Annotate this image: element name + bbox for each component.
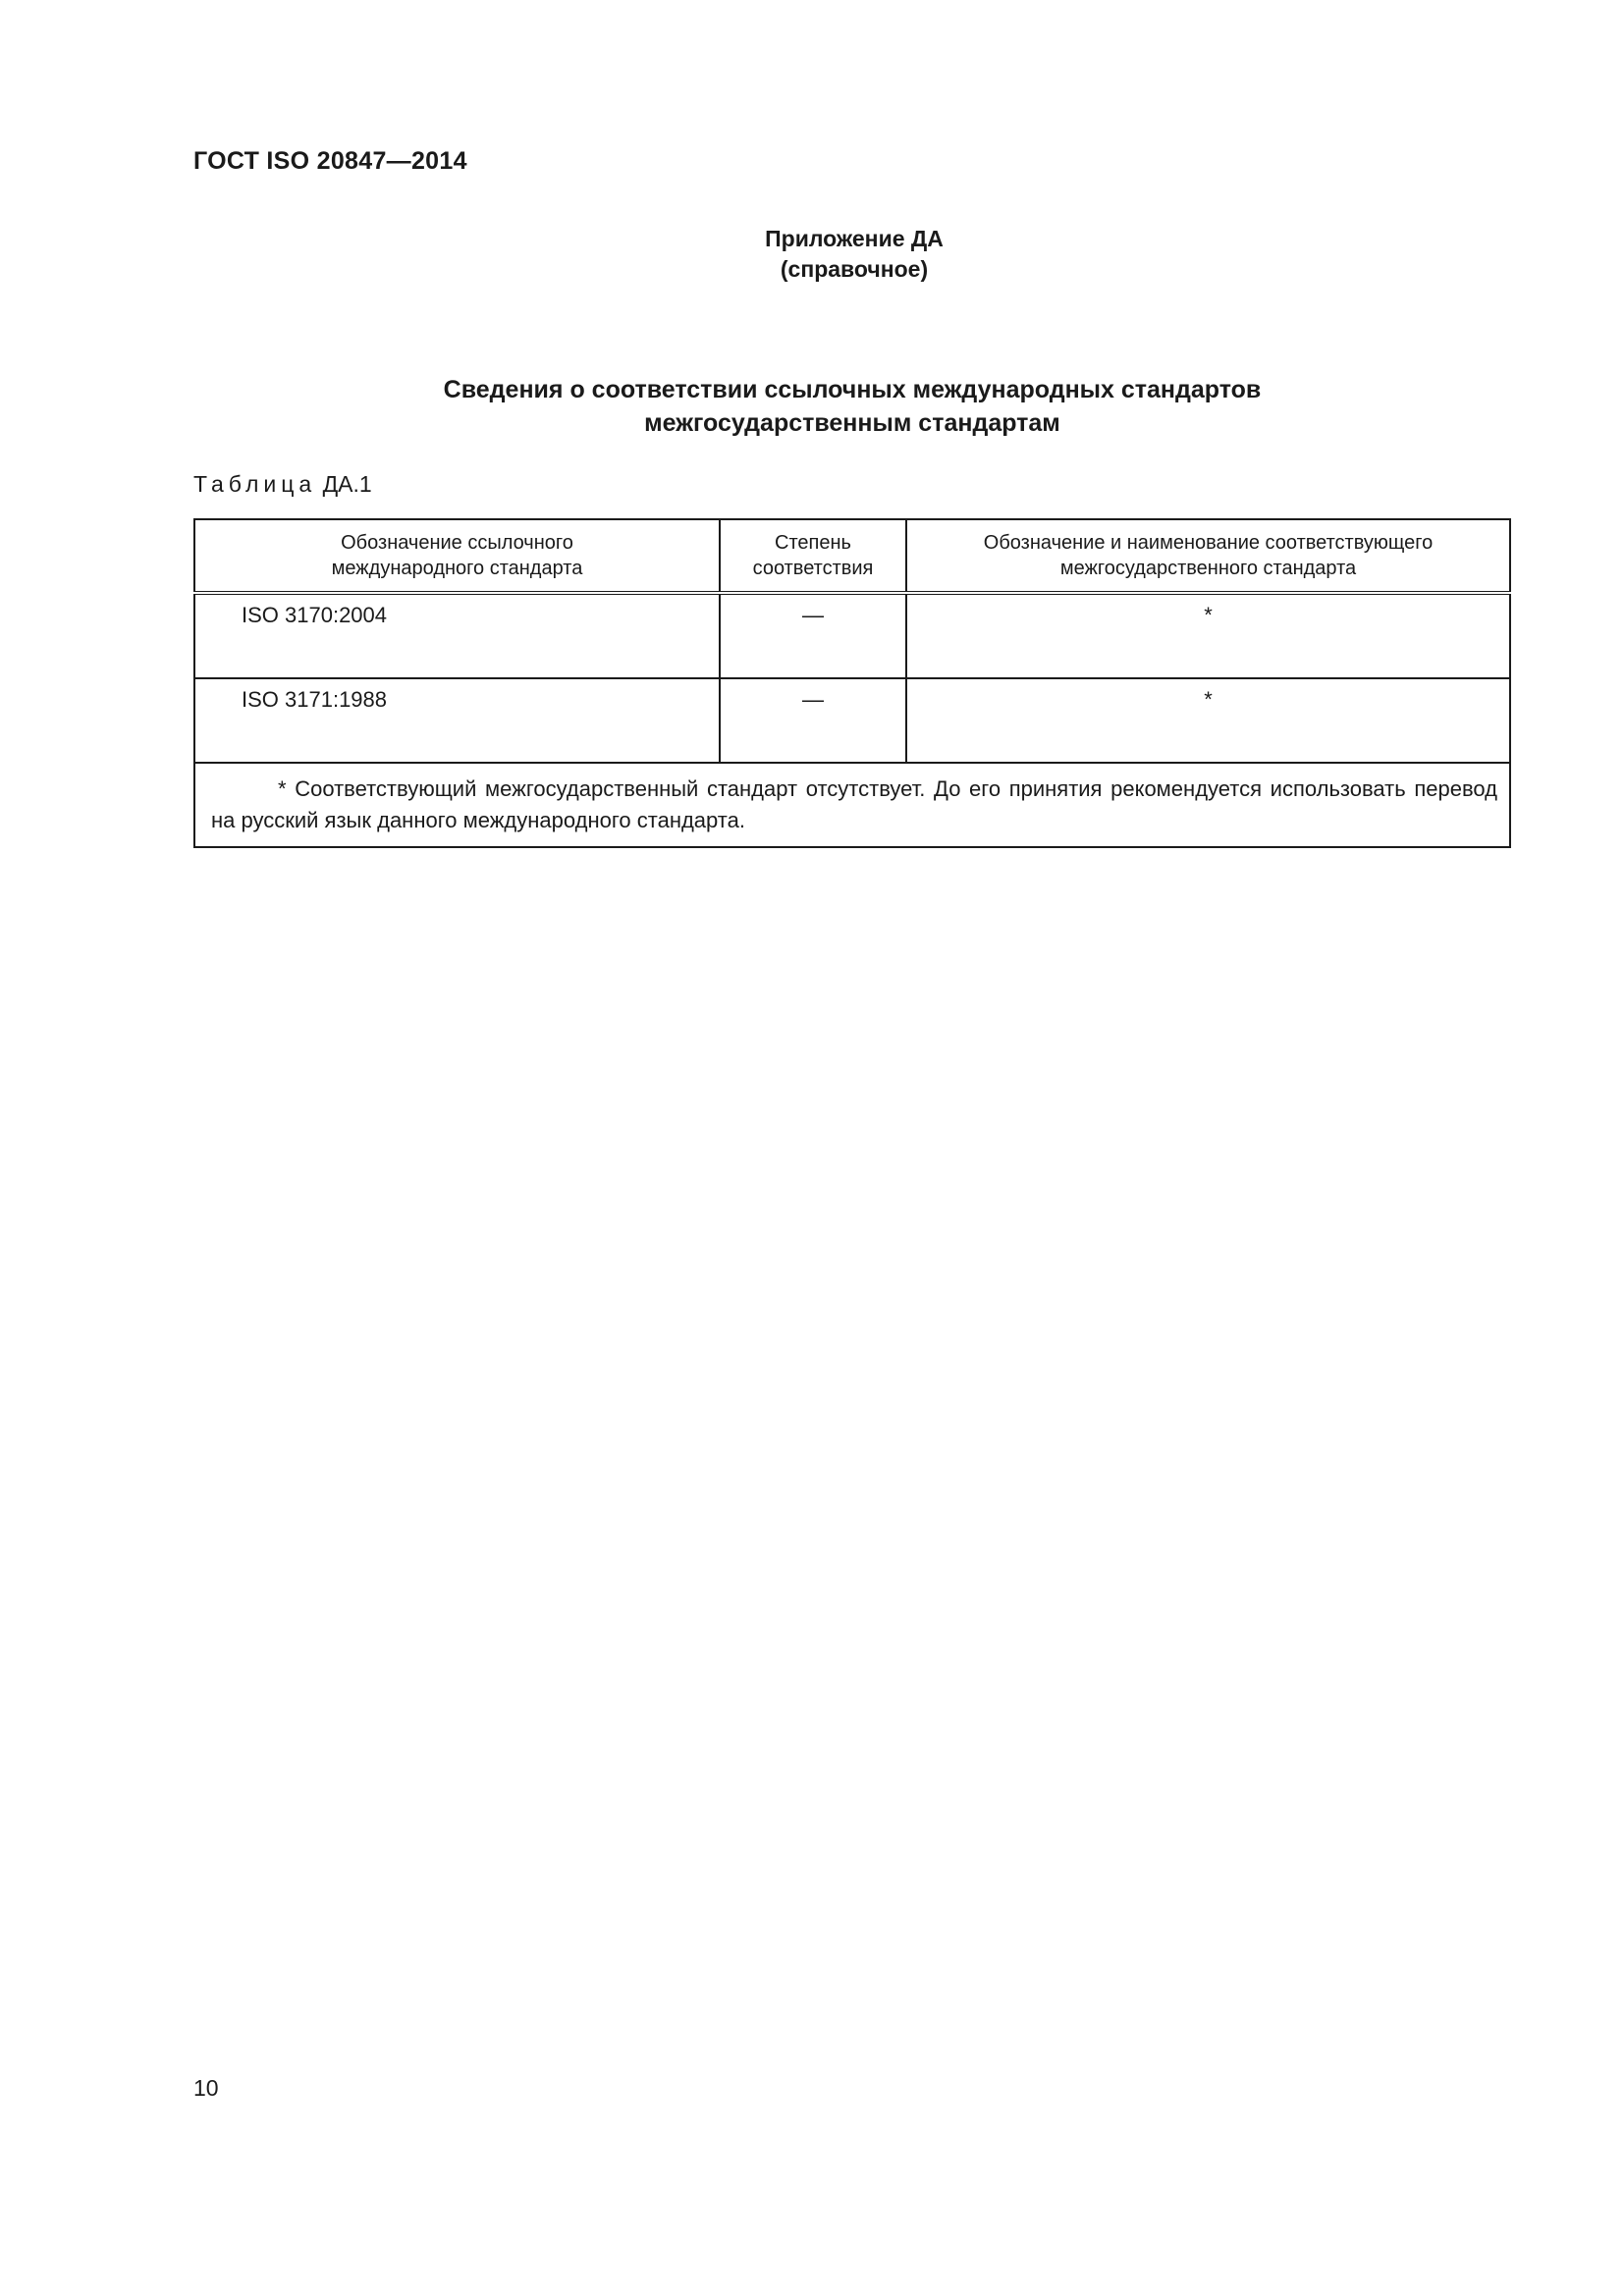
table-footnote-text: * Соответствующий межгосударственный стандарт отсутствует. До его принятия рекомендуется использовать перевод на русский язык данного международного стандарта.	[211, 776, 1497, 832]
column-header-interstate	[906, 519, 1510, 593]
table-row	[194, 678, 1510, 763]
cell-interstate: *	[906, 678, 1510, 763]
cell-reference: ISO 3170:2004	[194, 593, 720, 678]
column-header-interstate-line2: межгосударственного стандарта	[1059, 558, 1357, 579]
column-header-degree-line2: соответствия	[752, 558, 874, 579]
table-footnote-row	[194, 763, 1510, 847]
table-row	[194, 593, 1510, 678]
section-title-line2: межгосударственным стандартам	[644, 409, 1060, 437]
table-caption-number: ДА.1	[322, 471, 372, 497]
annex-kind: (справочное)	[780, 256, 929, 282]
table-caption	[193, 471, 372, 498]
column-header-reference-line1: Обозначение ссылочного	[341, 532, 573, 554]
table-header-row	[194, 519, 1510, 593]
correspondence-table	[193, 518, 1511, 848]
column-header-reference	[194, 519, 720, 593]
column-header-degree	[720, 519, 906, 593]
column-header-degree-line1: Степень	[775, 532, 851, 554]
annex-title: Приложение ДА	[765, 226, 944, 251]
cell-interstate: *	[906, 593, 1510, 678]
cell-reference: ISO 3171:1988	[194, 678, 720, 763]
page-number: 10	[193, 2075, 219, 2101]
column-header-reference-line2: международного стандарта	[331, 558, 583, 579]
cell-degree: —	[720, 593, 906, 678]
document-code: ГОСТ ISO 20847—2014	[193, 147, 467, 175]
section-title-line1: Сведения о соответствии ссылочных международных стандартов	[443, 376, 1262, 403]
section-title	[193, 373, 1511, 440]
table-caption-word: Таблица	[193, 471, 317, 497]
annex-heading	[550, 224, 1159, 285]
table-footnote	[194, 763, 1510, 847]
cell-degree: —	[720, 678, 906, 763]
column-header-interstate-line1: Обозначение и наименование соответствующего	[983, 532, 1434, 554]
